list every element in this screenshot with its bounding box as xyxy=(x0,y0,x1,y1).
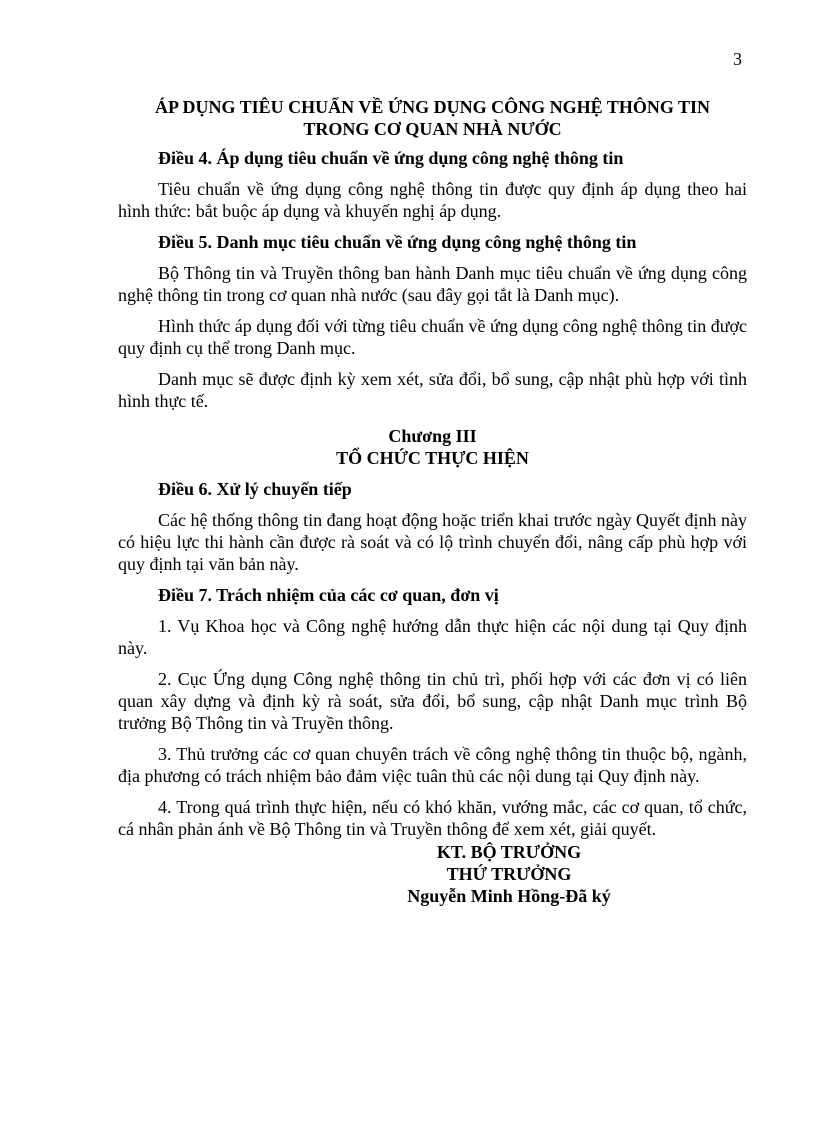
article-5-paragraph-1: Bộ Thông tin và Truyền thông ban hành Danh mục tiêu chuẩn về ứng dụng công nghệ thông tin trong cơ quan nhà nước (sau đây gọi tắt là Danh mục). xyxy=(118,263,747,305)
article-7-title: Điều 7. Trách nhiệm của các cơ quan, đơn vị xyxy=(158,585,499,605)
article-5-paragraph-2: Hình thức áp dụng đối với từng tiêu chuẩn về ứng dụng công nghệ thông tin được quy định cụ thể trong Danh mục. xyxy=(118,316,747,358)
article-7-paragraph-2: 2. Cục Ứng dụng Công nghệ thông tin chủ trì, phối hợp với các đơn vị có liên quan xây dựng và định kỳ rà soát, sửa đổi, bổ sung, cập nhật Danh mục trình Bộ trưởng Bộ Thông tin và Truyền thông. xyxy=(118,669,747,733)
article-7-paragraph-4: 4. Trong quá trình thực hiện, nếu có khó khăn, vướng mắc, các cơ quan, tổ chức, cá nhân phản ánh về Bộ Thông tin và Truyền thông để xem xét, giải quyết. xyxy=(118,797,747,839)
chapter-label: Chương III xyxy=(388,426,477,446)
section-title xyxy=(118,96,747,140)
page-number: 3 xyxy=(733,49,742,69)
signature-block xyxy=(398,841,620,907)
section-title-line-1: ÁP DỤNG TIÊU CHUẨN VỀ ỨNG DỤNG CÔNG NGHỆ THÔNG TIN xyxy=(154,97,711,117)
article-6-paragraph: Các hệ thống thông tin đang hoạt động hoặc triển khai trước ngày Quyết định này có hiệu lực thi hành cần được rà soát và có lộ trình chuyển đổi, nâng cấp phù hợp với quy định tại văn bản này. xyxy=(118,510,747,574)
article-6-title: Điều 6. Xử lý chuyển tiếp xyxy=(158,479,352,499)
article-4-title: Điều 4. Áp dụng tiêu chuẩn về ứng dụng công nghệ thông tin xyxy=(158,148,624,168)
section-title-line-2: TRONG CƠ QUAN NHÀ NƯỚC xyxy=(303,119,562,139)
chapter-heading xyxy=(118,425,747,469)
article-5-title: Điều 5. Danh mục tiêu chuẩn về ứng dụng công nghệ thông tin xyxy=(158,232,637,252)
signer-name: Nguyễn Minh Hồng-Đã ký xyxy=(407,886,611,906)
article-4-paragraph: Tiêu chuẩn về ứng dụng công nghệ thông tin được quy định áp dụng theo hai hình thức: bắt buộc áp dụng và khuyến nghị áp dụng. xyxy=(118,179,747,221)
article-7-paragraph-1: 1. Vụ Khoa học và Công nghệ hướng dẫn thực hiện các nội dung tại Quy định này. xyxy=(118,616,747,658)
document-body xyxy=(118,96,747,849)
article-7-paragraph-3: 3. Thủ trưởng các cơ quan chuyên trách về công nghệ thông tin thuộc bộ, ngành, địa phương có trách nhiệm bảo đảm việc tuân thủ các nội dung tại Quy định này. xyxy=(118,744,747,786)
signature-line-1: KT. BỘ TRƯỞNG xyxy=(436,842,582,862)
chapter-title: TỔ CHỨC THỰC HIỆN xyxy=(336,448,529,468)
signature-line-2: THỨ TRƯỞNG xyxy=(446,864,572,884)
article-5-paragraph-3: Danh mục sẽ được định kỳ xem xét, sửa đổi, bổ sung, cập nhật phù hợp với tình hình thực tế. xyxy=(118,369,747,411)
